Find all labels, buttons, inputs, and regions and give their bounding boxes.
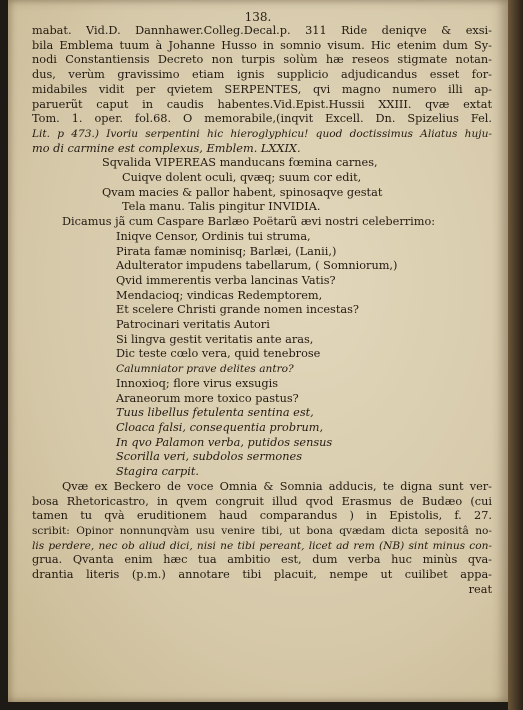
verse-line: Adulterator impudens tabellarum, ( Somniorum,)	[116, 259, 398, 273]
text-line: grua. Qvanta enim hæc tua ambitio est, dum verba huc minùs qva-	[32, 553, 492, 567]
text-line: bila Emblema tuum à Johanne Husso in somnio visum. Hic etenim dum Sy-	[32, 38, 492, 52]
text-line: mo di carmine est complexus, Emblem. LXXIX.	[32, 141, 301, 155]
text-line: Dicamus jã cum Caspare Barlæo Poëtarũ ævi nostri celeberrimo:	[62, 215, 436, 229]
verse-line: Qvid immerentis verba lancinas Vatis?	[116, 273, 336, 287]
verse-line: Araneorum more toxico pastus?	[116, 391, 299, 405]
text-line: dus, verùm gravissimo etiam ignis supplicio adjudicandus esset for-	[32, 68, 492, 82]
verse-line: Cuiqve dolent oculi, qvæq; suum cor edit,	[122, 171, 362, 185]
book-gutter	[508, 0, 523, 710]
verse-line: Innoxioq; flore virus exsugis	[116, 376, 279, 390]
text-line: paruerũt caput in caudis habentes.Vid.Epist.Hussii XXIII. qvæ extat	[32, 97, 492, 111]
book-page	[8, 0, 508, 702]
verse-line: Stagira carpit.	[116, 465, 200, 479]
verse-line: Scorilla veri, subdolos sermones	[116, 450, 302, 464]
verse-line: Mendacioq; vindicas Redemptorem,	[116, 288, 323, 302]
page-number: 138.	[244, 10, 272, 24]
page-text	[32, 24, 492, 597]
verse-line: Dic teste cœlo vera, quid tenebrose	[116, 347, 321, 361]
text-line: scribit: Opinor nonnunqvàm usu venire tibi, ut bona qvædam dicta sepositâ no-	[32, 524, 492, 537]
text-line: Lit. p 473.) Ivoriu serpentini hic hieroglyphicu! quod doctissimus Aliatus huju-	[32, 127, 492, 140]
text-line: mabat. Vid.D. Dannhawer.Colleg.Decal.p. 311 Ride deniqve & exsi-	[32, 24, 492, 37]
verse-line: Iniqve Censor, Ordinis tui struma,	[116, 229, 311, 243]
verse-line: Calumniator prave delites antro?	[116, 363, 294, 376]
text-line: bosa Rhetoricastro, in qvem congruit illud qvod Erasmus de Budæo (cui	[32, 494, 492, 508]
verse-line: In qvo Palamon verba, putidos sensus	[116, 435, 333, 449]
text-line: Tom. 1. oper. fol.68. O memorabile,(inqvit Excell. Dn. Spizelius Fel.	[32, 112, 492, 126]
verse-line: Et scelere Christi grande nomen incestas?	[116, 303, 359, 317]
text-line: nodi Constantiensis Decreto non turpis solùm hæ reseos stigmate notan-	[32, 53, 492, 67]
verse-line: Sqvalida VIPEREAS manducans fœmina carnes,	[102, 156, 378, 170]
verse-line: Patrocinari veritatis Autori	[116, 318, 270, 332]
text-line: drantia literis (p.m.) annotare tibi placuit, nempe ut cuilibet appa-	[32, 568, 492, 582]
text-line: lis perdere, nec ob aliud dici, nisi ne tibi pereant, licet ad rem (NB) sint minus con-	[32, 539, 492, 552]
verse-line: Tela manu. Talis pingitur INVIDIA.	[122, 200, 321, 214]
verse-line: Tuus libellus fetulenta sentina est,	[116, 406, 314, 420]
verse-line: Cloaca falsi, consequentia probrum,	[116, 420, 324, 434]
text-line: tamen tu qvà eruditionem haud comparandus ) in Epistolis, f. 27.	[32, 509, 492, 523]
catchword: reat	[468, 582, 492, 596]
verse-line: Qvam macies & pallor habent, spinosaqve gestat	[102, 185, 383, 199]
verse-line: Si lingva gestit veritatis ante aras,	[116, 332, 314, 346]
text-line: midabiles vidit per qvietem SERPENTES, qvi magno numero illi ap-	[32, 82, 492, 96]
verse-line: Pirata famæ nominisq; Barlæi, (Lanii,)	[116, 244, 337, 258]
text-line: Qvæ ex Beckero de voce Omnia & Somnia adducis, te digna sunt ver-	[62, 479, 492, 493]
